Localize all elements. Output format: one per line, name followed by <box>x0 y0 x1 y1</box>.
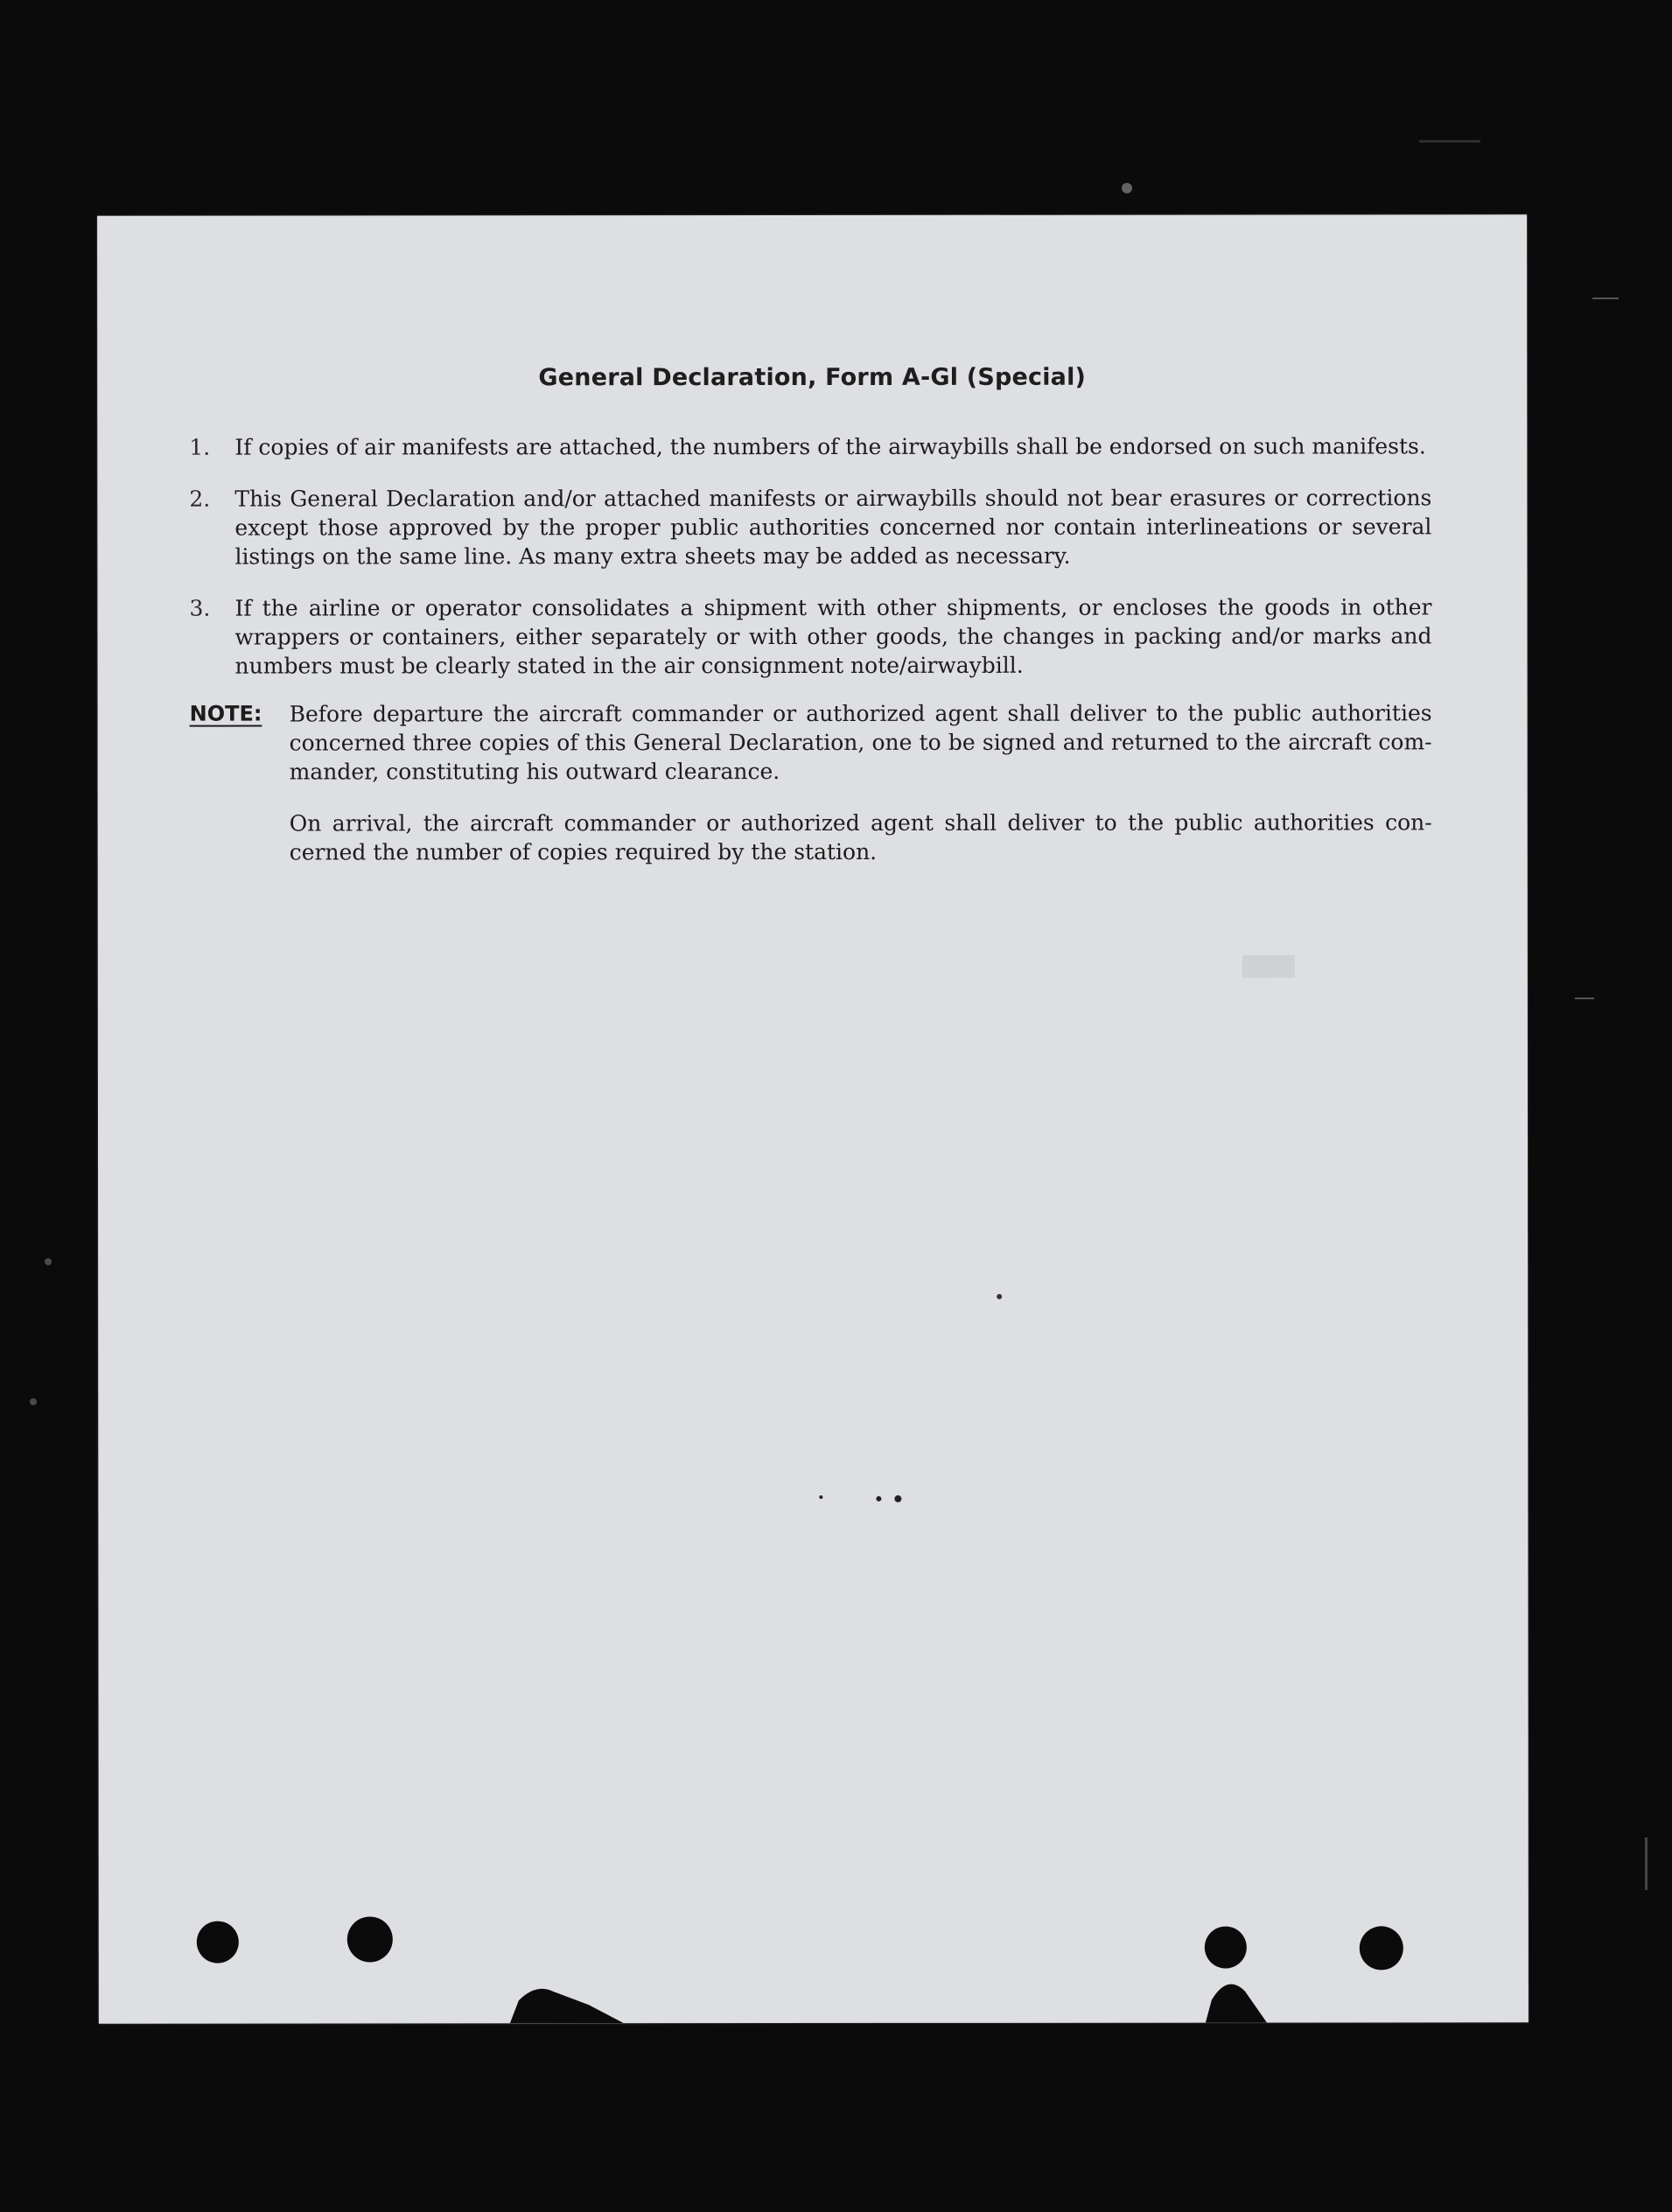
list-item <box>189 431 1431 461</box>
document-sheet <box>97 214 1529 2023</box>
note-paragraph: On arrival, the aircraft commander or authorized agent shall deliver to the public authorities concerned the number of copies required by the station. <box>289 809 1432 865</box>
note-body <box>290 698 1432 889</box>
note-paragraph: Before departure the aircraft commander or authorized agent shall deliver to the public authorities concerned three copies of this General Declaration, one to be signed and returned to the aircraft commander, constituting his outward clearance. <box>289 700 1432 785</box>
item-text: If the airline or operator consolidates a shipment with other shipments, or encloses the goods in other wrappers or containers, either separately or with other goods, the changes in packing and/or marks and numbers must be clearly stated in the air consignment note/airwaybill. <box>234 594 1432 679</box>
item-number: 1. <box>189 434 211 460</box>
item-number: 3. <box>189 595 211 621</box>
note-label: NOTE: <box>189 701 262 726</box>
item-text: This General Declaration and/or attached manifests or airwaybills should not bear erasures or corrections except those approved by the proper public authorities concerned nor contain interlineations or several listings on the same line. As many extra sheets may be added as necessary. <box>234 485 1432 570</box>
form-title: General Declaration, Form A-Gl (Special) <box>538 363 1087 392</box>
note-section <box>190 698 1432 889</box>
list-item <box>189 483 1431 570</box>
list-item <box>189 592 1431 680</box>
item-number: 2. <box>189 486 211 512</box>
item-text: If copies of air manifests are attached, the numbers of the airwaybills shall be endorsed on such manifests. <box>234 433 1426 460</box>
instruction-list <box>189 431 1431 703</box>
